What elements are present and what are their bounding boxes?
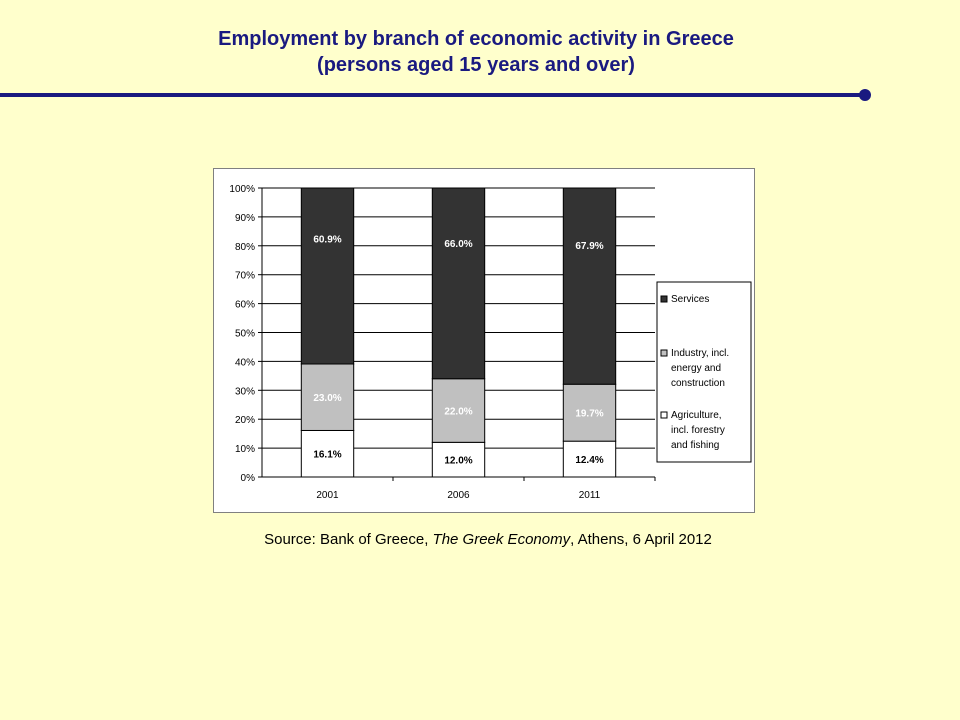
bar-segment <box>301 188 353 364</box>
y-tick-label: 70% <box>234 270 255 282</box>
y-tick-label: 90% <box>234 212 255 224</box>
slide-subtitle: (persons aged 15 years and over) <box>317 54 635 76</box>
data-label: 12.4% <box>575 455 604 467</box>
y-tick-label: 50% <box>234 328 255 340</box>
legend-label: energy and <box>671 363 722 374</box>
x-tick-label: 2011 <box>578 490 601 501</box>
slide-title: Employment by branch of economic activity in Greece <box>218 28 734 50</box>
data-label: 16.1% <box>313 449 342 461</box>
y-tick-label: 60% <box>234 299 255 311</box>
data-label: 60.9% <box>313 234 342 246</box>
slide-title-block <box>0 26 952 78</box>
data-label: 66.0% <box>444 239 473 251</box>
source-publication: The Greek Economy <box>432 531 571 548</box>
data-label: 19.7% <box>575 408 604 420</box>
data-label: 12.0% <box>444 455 473 467</box>
title-divider <box>0 93 862 97</box>
y-tick-label: 10% <box>234 444 255 456</box>
source-suffix: , Athens, 6 April 2012 <box>570 531 712 548</box>
legend-label: Agriculture, <box>671 410 722 421</box>
x-tick-label: 2006 <box>447 490 470 501</box>
title-divider-dot <box>859 89 871 101</box>
legend-swatch <box>661 296 667 302</box>
legend-swatch <box>661 412 667 418</box>
y-tick-label: 20% <box>234 415 255 427</box>
bar-segment <box>563 188 615 384</box>
data-label: 67.9% <box>575 240 604 252</box>
legend-swatch <box>661 350 667 356</box>
y-tick-label: 30% <box>234 386 255 398</box>
y-tick-label: 0% <box>240 473 255 484</box>
y-tick-label: 40% <box>234 357 255 369</box>
source-note <box>0 531 960 548</box>
y-tick-label: 80% <box>234 241 255 253</box>
x-tick-label: 2001 <box>316 490 339 501</box>
chart-panel <box>213 168 755 513</box>
source-prefix: Source: Bank of Greece, <box>264 531 433 548</box>
stacked-bar-chart <box>214 169 754 512</box>
legend-label: construction <box>671 378 725 389</box>
legend-label: and fishing <box>671 440 720 451</box>
data-label: 23.0% <box>313 393 342 405</box>
legend-label: Industry, incl. <box>671 348 730 359</box>
legend-label: incl. forestry <box>671 425 725 436</box>
y-tick-label: 100% <box>229 184 255 195</box>
bar-segment <box>432 188 484 379</box>
legend-label: Services <box>671 294 710 305</box>
data-label: 22.0% <box>444 406 473 418</box>
